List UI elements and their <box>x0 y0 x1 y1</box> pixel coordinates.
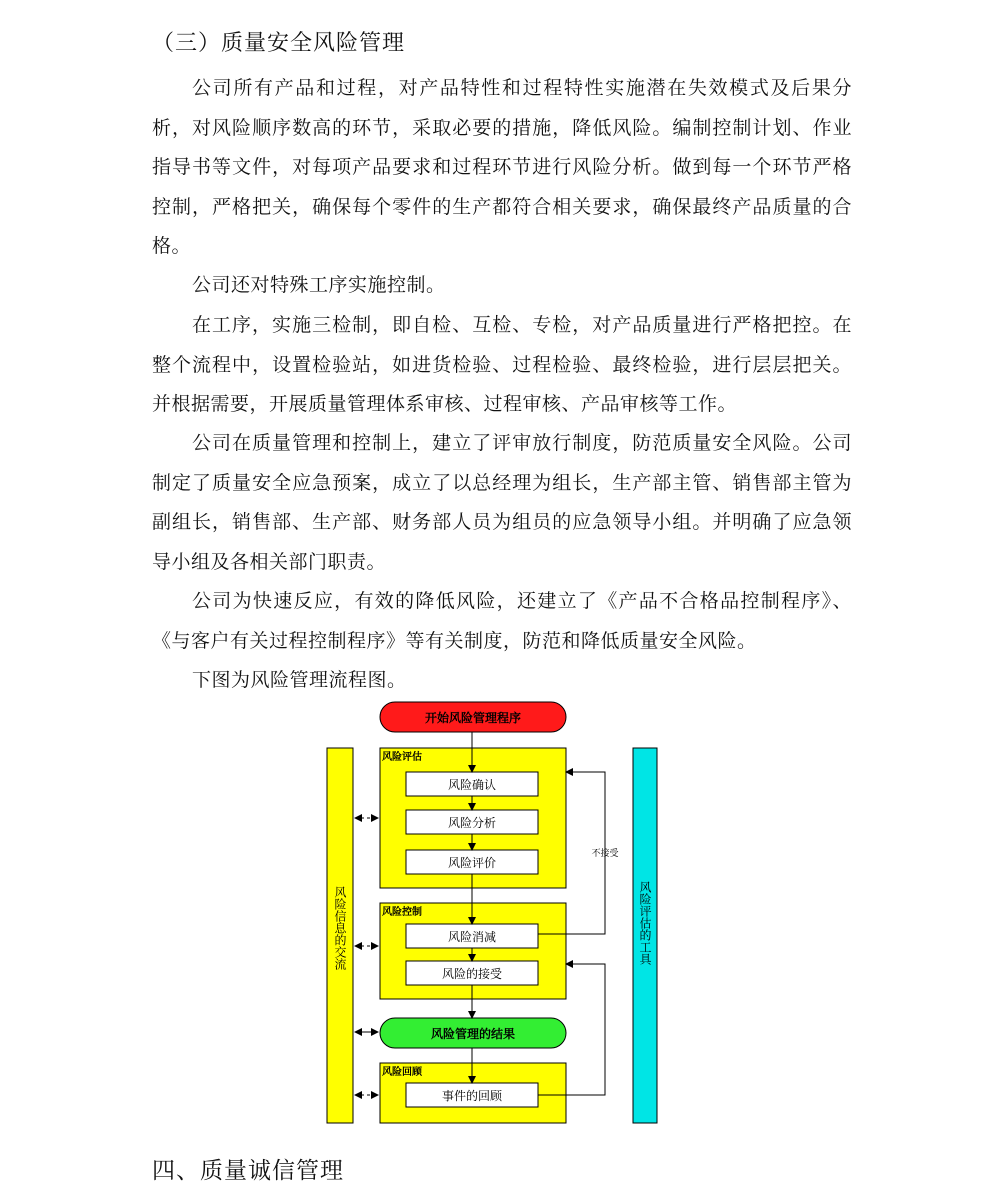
paragraph-5: 公司为快速反应，有效的降低风险，还建立了《产品不合格品控制程序》、《与客户有关过程控制程序》等有关制度，防范和降低质量安全风险。 <box>152 590 852 652</box>
step-risk-evaluation-label: 风险评价 <box>447 856 497 870</box>
step-risk-identify-label: 风险确认 <box>447 778 497 792</box>
risk-management-flowchart <box>322 698 662 1128</box>
section-title: （三）质量安全风险管理 <box>152 31 406 56</box>
step-risk-analysis-label: 风险分析 <box>447 816 497 830</box>
not-accepted-label: 不接受 <box>591 849 619 859</box>
step-risk-reduction-label: 风险消减 <box>447 930 497 944</box>
paragraph-4: 公司在质量管理和控制上，建立了评审放行制度，防范质量安全风险。公司制定了质量安全应急预案，成立了以总经理为组长，生产部主管、销售部主管为副组长，销售部、生产部、财务部人员为组员的应急领导小组。并明确了应急领导小组及各相关部门职责。 <box>152 432 852 573</box>
paragraph-6: 下图为风险管理流程图。 <box>192 669 407 691</box>
review-title: 风险回顾 <box>382 1067 422 1078</box>
left-bar-label: 风险信息的交流 <box>333 886 347 970</box>
assessment-title: 风险评估 <box>382 752 422 763</box>
paragraph-1: 公司所有产品和过程，对产品特性和过程特性实施潜在失效模式及后果分析，对风险顺序数高的环节，采取必要的措施，降低风险。编制控制计划、作业指导书等文件，对每项产品要求和过程环节进行风险分析。做到每一个环节严格控制，严格把关，确保每个零件的生产都符合相关要求，确保最终产品质量的合格。 <box>152 77 852 257</box>
result-label: 风险管理的结果 <box>430 1027 516 1041</box>
paragraph-3: 在工序，实施三检制，即自检、互检、专检，对产品质量进行严格把控。在整个流程中，设置检验站，如进货检验、过程检验、最终检验，进行层层把关。并根据需要，开展质量管理体系审核、过程审核、产品审核等工作。 <box>152 314 852 415</box>
right-bar-label: 风险评估的工具 <box>638 881 652 965</box>
paragraph-2: 公司还对特殊工序实施控制。 <box>192 274 446 296</box>
start-label: 开始风险管理程序 <box>424 711 522 725</box>
step-event-review-label: 事件的回顾 <box>441 1089 503 1103</box>
control-title: 风险控制 <box>382 907 422 918</box>
step-risk-acceptance-label: 风险的接受 <box>441 967 503 981</box>
next-section-title: 四、质量诚信管理 <box>152 1158 344 1184</box>
